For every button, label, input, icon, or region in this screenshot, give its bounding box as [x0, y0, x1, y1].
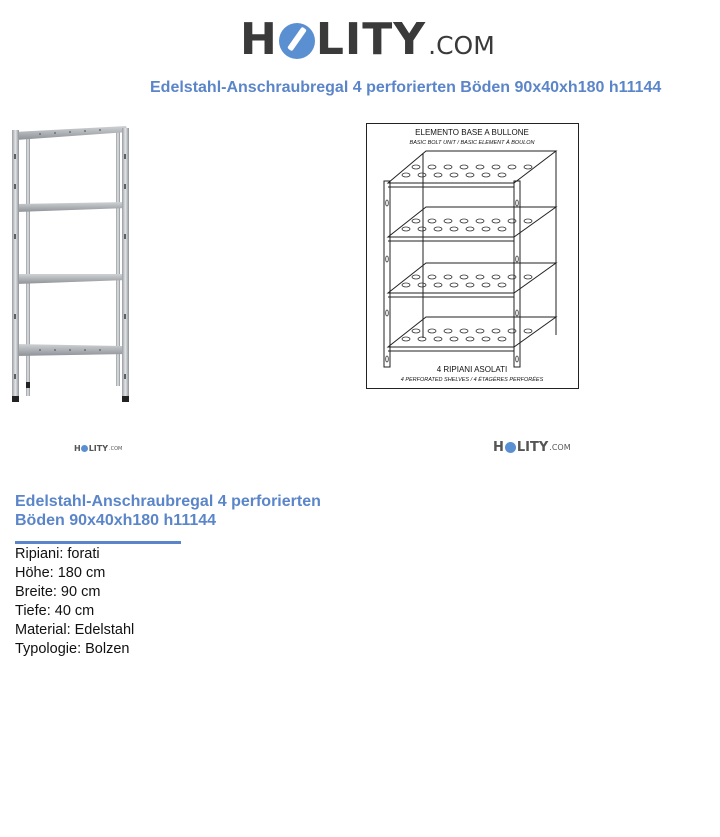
logo-circle-icon	[279, 23, 315, 59]
drawing-header: ELEMENTO BASE A BULLONE	[415, 128, 529, 137]
logo-suffix: .COM	[428, 31, 495, 60]
logo-circle-icon	[81, 445, 88, 452]
spec-item: Typologie: Bolzen	[15, 641, 130, 657]
spec-item: Tiefe: 40 cm	[15, 603, 95, 619]
technical-drawing[interactable]	[366, 123, 579, 389]
site-logo[interactable]	[240, 14, 495, 66]
spec-item: Breite: 90 cm	[15, 584, 101, 600]
heading-divider	[15, 541, 181, 544]
drawing-subfooter: 4 PERFORATED SHELVES / 4 ÉTAGÈRES PERFORÉES	[400, 377, 544, 383]
spec-list	[15, 545, 134, 659]
spec-item: Höhe: 180 cm	[15, 565, 106, 581]
photo-watermark-logo: H LITY .COM	[74, 444, 123, 453]
product-photo[interactable]	[10, 124, 132, 406]
drawing-footer: 4 RIPIANI ASOLATI	[436, 365, 508, 374]
spec-item: Ripiani: forati	[15, 546, 100, 562]
logo-wordmark: H LITY	[240, 14, 427, 65]
product-heading: Edelstahl-Anschraubregal 4 perforierten Böden 90x40xh180 h11144	[15, 493, 321, 529]
drawing-watermark-logo: H LITY .COM	[493, 440, 571, 455]
drawing-subheader: BASIC BOLT UNIT / BASIC ELEMENT À BOULON	[409, 140, 535, 146]
spec-item: Material: Edelstahl	[15, 622, 135, 638]
logo-circle-icon	[505, 442, 516, 453]
page-title: Edelstahl-Anschraubregal 4 perforierten Böden 90x40xh180 h11144	[150, 79, 662, 96]
